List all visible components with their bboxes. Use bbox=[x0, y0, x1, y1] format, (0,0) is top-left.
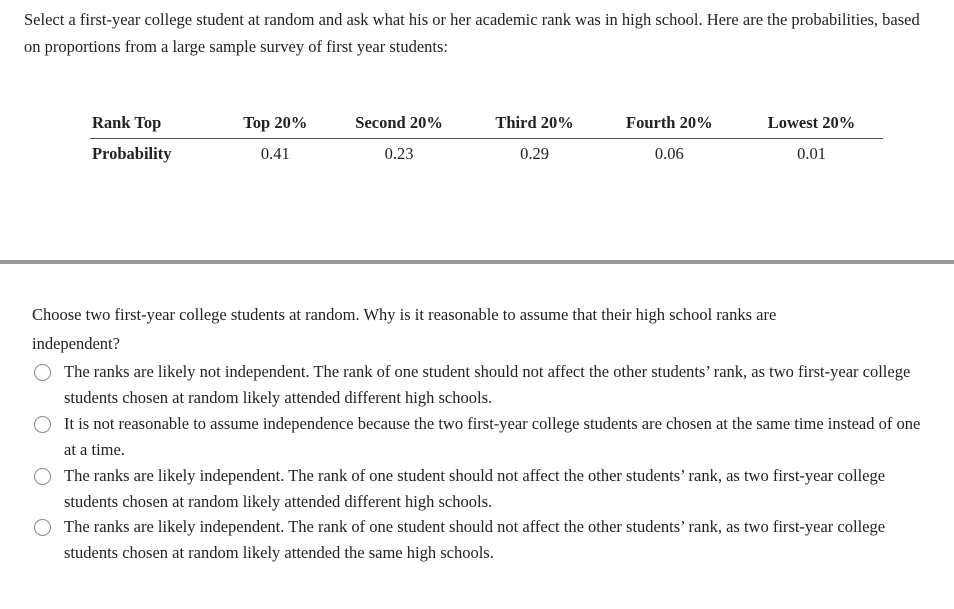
question-text: Choose two first-year college students at random. Why is it reasonable to assume that their high school ranks are independent? bbox=[32, 305, 777, 353]
answer-option-4[interactable] bbox=[34, 514, 934, 566]
header-fourth-20: Fourth 20% bbox=[599, 108, 740, 139]
header-third-20: Third 20% bbox=[471, 108, 599, 139]
answer-option-2[interactable] bbox=[34, 411, 934, 463]
answer-option-1[interactable] bbox=[34, 359, 934, 411]
header-rank-label: Rank Top bbox=[90, 108, 223, 139]
answer-option-2-text: It is not reasonable to assume independence because the two first-year college students are chosen at the same time instead of one at a time. bbox=[64, 414, 921, 459]
cell-lowest-20: 0.01 bbox=[797, 144, 826, 163]
answer-option-3[interactable] bbox=[34, 463, 934, 515]
header-top-20: Top 20% bbox=[223, 108, 328, 139]
radio-button-icon[interactable] bbox=[34, 364, 51, 381]
cell-fourth-20: 0.06 bbox=[654, 144, 684, 163]
table-header-row bbox=[90, 108, 883, 139]
radio-button-icon[interactable] bbox=[34, 468, 51, 485]
header-second-20: Second 20% bbox=[328, 108, 471, 139]
answer-option-1-text: The ranks are likely not independent. The rank of one student should not affect the other students’ rank, as two first-year college students chosen at random likely attended different high schools. bbox=[64, 362, 911, 407]
radio-button-icon[interactable] bbox=[34, 519, 51, 536]
header-lowest-20: Lowest 20% bbox=[740, 108, 883, 139]
table-row bbox=[90, 139, 883, 170]
radio-button-icon[interactable] bbox=[34, 416, 51, 433]
answer-option-3-text: The ranks are likely independent. The rank of one student should not affect the other students’ rank, as two first-year college students chosen at random likely attended different high schools. bbox=[64, 466, 886, 511]
section-divider bbox=[0, 260, 954, 264]
cell-top-20: 0.41 bbox=[260, 144, 290, 163]
cell-second-20: 0.23 bbox=[384, 144, 414, 163]
intro-text: Select a first-year college student at random and ask what his or her academic rank was in high school. Here are the probabilities, based on proportions from a large sample survey of first year students: bbox=[24, 10, 920, 56]
row-probability-label: Probability bbox=[92, 144, 172, 163]
cell-third-20: 0.29 bbox=[520, 144, 549, 163]
probability-table bbox=[90, 108, 883, 169]
answer-option-4-text: The ranks are likely independent. The rank of one student should not affect the other students’ rank, as two first-year college students chosen at random likely attended the same high schools. bbox=[64, 517, 886, 562]
